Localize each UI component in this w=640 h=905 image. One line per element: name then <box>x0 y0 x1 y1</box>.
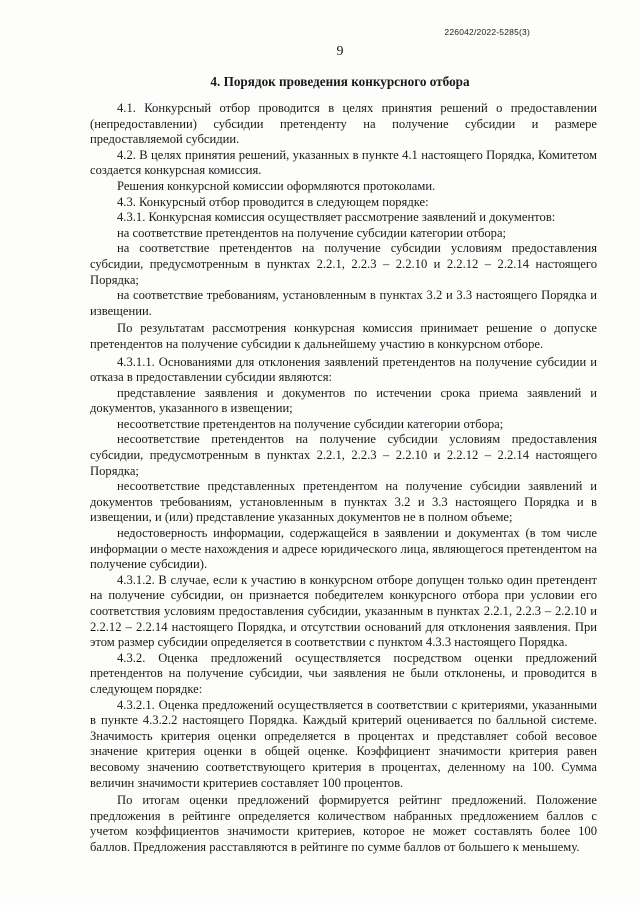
section-title: 4. Порядок проведения конкурсного отбора <box>210 74 470 89</box>
list-item: представление заявления и документов по истечении срока приема заявлений и документов, указанного в извещении; <box>90 385 597 416</box>
paragraph-4-2: 4.2. В целях принятия решений, указанных в пункте 4.1 настоящего Порядка, Комитетом создается конкурсная комиссия. <box>90 147 597 178</box>
paragraph-4-3-2: 4.3.2. Оценка предложений осуществляется посредством оценки предложений претендентов на получение субсидии, чьи заявления не были отклонены, и проводится в следующем порядке: <box>90 650 597 696</box>
paragraph-4-3-1-2: 4.3.1.2. В случае, если к участию в конкурсном отборе допущен только один претендент на получение субсидии, он признается победителем конкурсного отбора при условии его соответствия условиям предоставления субсидии, указанным в пунктах 2.2.1, 2.2.3 – 2.2.10 и 2.2.12 – 2.2.14 настоящего Порядка, и отсутствии оснований для отклонения заявления. При этом размер субсидии определяется в соответствии с пунктом 4.3.3 настоящего Порядка. <box>90 572 597 650</box>
list-item: несоответствие претендентов на получение субсидии условиям предоставления субсидии, предусмотренным в пунктах 2.2.1, 2.2.3 – 2.2.10 и 2.2.12 – 2.2.14 настоящего Порядка; <box>90 432 597 478</box>
paragraph-results: По результатам рассмотрения конкурсная комиссия принимает решение о допуске претендентов на получение субсидии к дальнейшему участию в конкурсном отборе. <box>90 321 597 351</box>
paragraph-4-3-2-1: 4.3.2.1. Оценка предложений осуществляется в соответствии с критериями, указанными в пункте 4.3.2.2 настоящего Порядка. Каждый критерий оценивается по балльной системе. Значимость критерия оценки определяется в процентах и представляет собой весовое значение критерия оценки в общей оценке. Коэффициент значимости критерия равен весовому значению соответствующего критерия в процентах, деленному на 100. Сумма величин значимости критериев составляет 100 процентов. <box>90 697 597 790</box>
paragraph-protocols: Решения конкурсной комиссии оформляются протоколами. <box>117 178 436 193</box>
list-item: на соответствие претендентов на получение субсидии категории отбора; <box>117 225 507 240</box>
list-item: несоответствие претендентов на получение субсидии категории отбора; <box>117 416 504 431</box>
paragraph-4-3-1: 4.3.1. Конкурсная комиссия осуществляет рассмотрение заявлений и документов: <box>117 210 556 225</box>
list-item: недостоверность информации, содержащейся в заявлении и документах (в том числе информации о месте нахождения и адресе юридического лица, являющегося претендентом на получение субсидии). <box>90 526 597 572</box>
list-item: на соответствие претендентов на получение субсидии условиям предоставления субсидии, предусмотренным в пунктах 2.2.1, 2.2.3 – 2.2.10 и 2.2.12 – 2.2.14 настоящего Порядка; <box>90 241 597 287</box>
paragraph-4-3-1-1: 4.3.1.1. Основаниями для отклонения заявлений претендентов на получение субсидии и отказа в предоставлении субсидии являются: <box>90 354 597 385</box>
list-item: на соответствие требованиям, установленным в пунктах 3.2 и 3.3 настоящего Порядка и извещении. <box>90 288 597 318</box>
paragraph-4-3: 4.3. Конкурсный отбор проводится в следующем порядке: <box>117 194 429 209</box>
paragraph-4-1: 4.1. Конкурсный отбор проводится в целях принятия решений о предоставлении (непредоставлении) субсидии претенденту на получение субсидии и размере предоставляемой субсидии. <box>90 101 597 147</box>
list-item: несоответствие представленных претендентом на получение субсидии заявлений и документов требованиям, установленным в пунктах 3.2 и 3.3 настоящего Порядка и в извещении, и (или) представление указанных документов не в полном объеме; <box>90 479 597 525</box>
paragraph-rating: По итогам оценки предложений формируется рейтинг предложений. Положение предложения в рейтинге определяется количеством набранных предложением баллов с учетом коэффициентов значимости критериев, которое не может составлять более 100 баллов. Предложения расставляются в рейтинге по сумме баллов от большего к меньшему. <box>90 793 597 854</box>
document-id: 226042/2022-5285(3) <box>444 27 530 37</box>
page-number: 9 <box>336 44 344 59</box>
document-body <box>90 101 597 856</box>
